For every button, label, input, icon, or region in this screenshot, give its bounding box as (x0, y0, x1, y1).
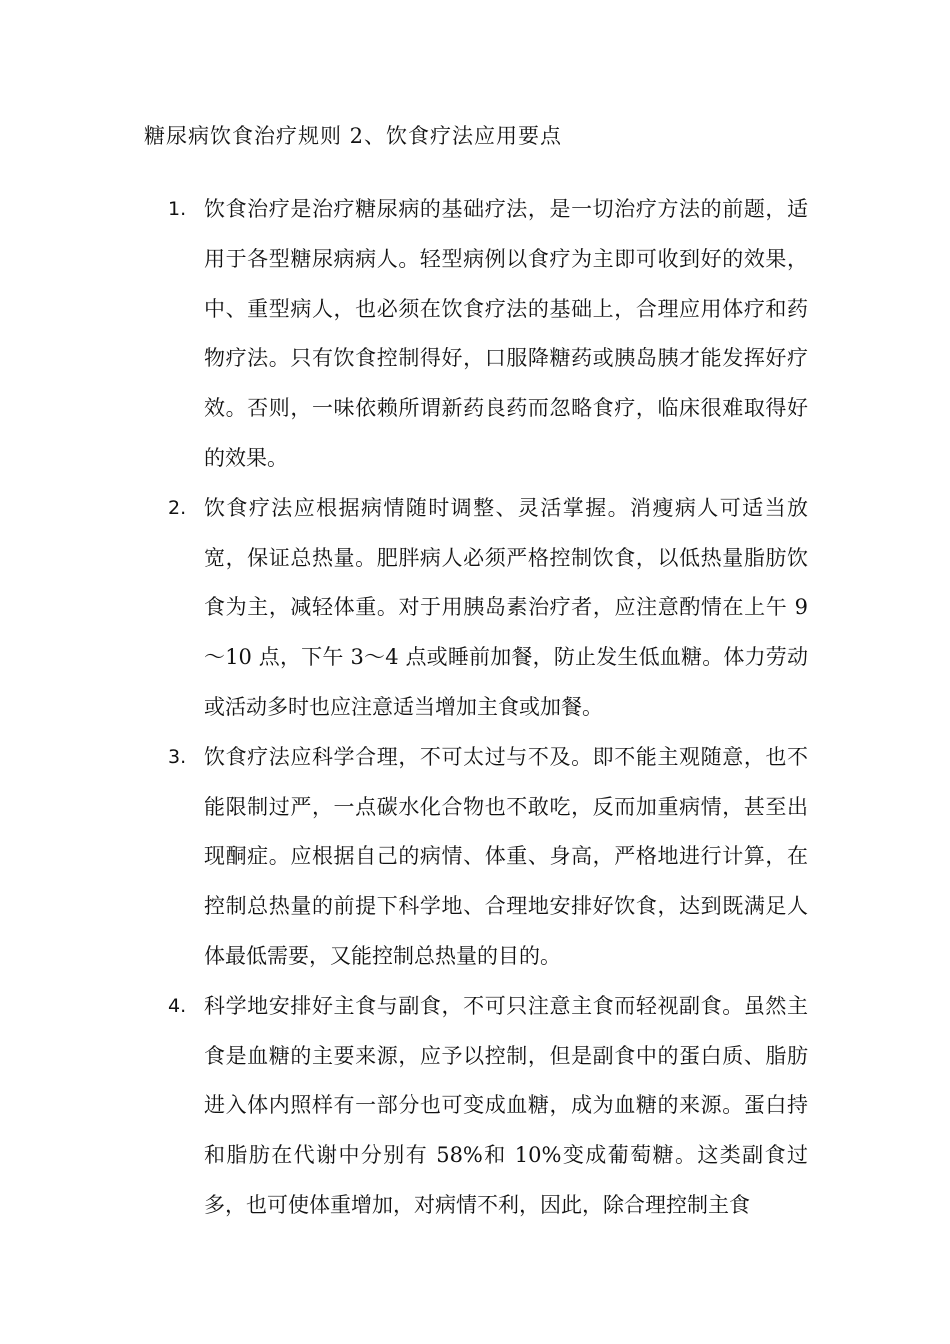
list-item (168, 982, 808, 1231)
list-item-number: 4. (168, 994, 187, 1017)
list-item (168, 733, 808, 982)
document-title: 糖尿病饮食治疗规则 2、饮食疗法应用要点 (144, 124, 563, 148)
list-item-text: 饮食疗法应科学合理，不可太过与不及。即不能主观随意，也不能限制过严，一点碳水化合物也不敢吃，反而加重病情，甚至出现酮症。应根据自己的病情、体重、身高，严格地进行计算，在控制总热量的前提下科学地、合理地安排好饮食，达到既满足人体最低需要，又能控制总热量的目的。 (204, 744, 808, 968)
list-item-text: 科学地安排好主食与副食，不可只注意主食而轻视副食。虽然主食是血糖的主要来源，应予以控制，但是副食中的蛋白质、脂肪进入体内照样有一部分也可变成血糖，成为血糖的来源。蛋白持和脂肪在代谢中分别有 58%和 10%变成葡萄糖。这类副食过多，也可使体重增加，对病情不利，因此，除合理控制主食 (204, 993, 808, 1217)
list-item-text: 饮食治疗是治疗糖尿病的基础疗法，是一切治疗方法的前题，适用于各型糖尿病病人。轻型病例以食疗为主即可收到好的效果，中、重型病人，也必须在饮食疗法的基础上，合理应用体疗和药物疗法。只有饮食控制得好，口服降糖药或胰岛胰才能发挥好疗效。否则，一味依赖所谓新药良药而忽略食疗，临床很难取得好的效果。 (204, 197, 808, 470)
list-item-number: 1. (168, 198, 187, 220)
list-item (168, 484, 808, 733)
guidelines-list (168, 185, 808, 1231)
list-item-text: 饮食疗法应根据病情随时调整、灵活掌握。消瘦病人可适当放宽，保证总热量。肥胖病人必须严格控制饮食，以低热量脂肪饮食为主，减轻体重。对于用胰岛素治疗者，应注意酌情在上午 9～10 点，下午 3～4 点或睡前加餐，防止发生低血糖。体力劳动或活动多时也应注意适当增加主食或加餐。 (204, 495, 808, 719)
list-item (168, 185, 808, 484)
list-item-number: 3. (168, 745, 187, 768)
list-item-number: 2. (168, 496, 187, 519)
